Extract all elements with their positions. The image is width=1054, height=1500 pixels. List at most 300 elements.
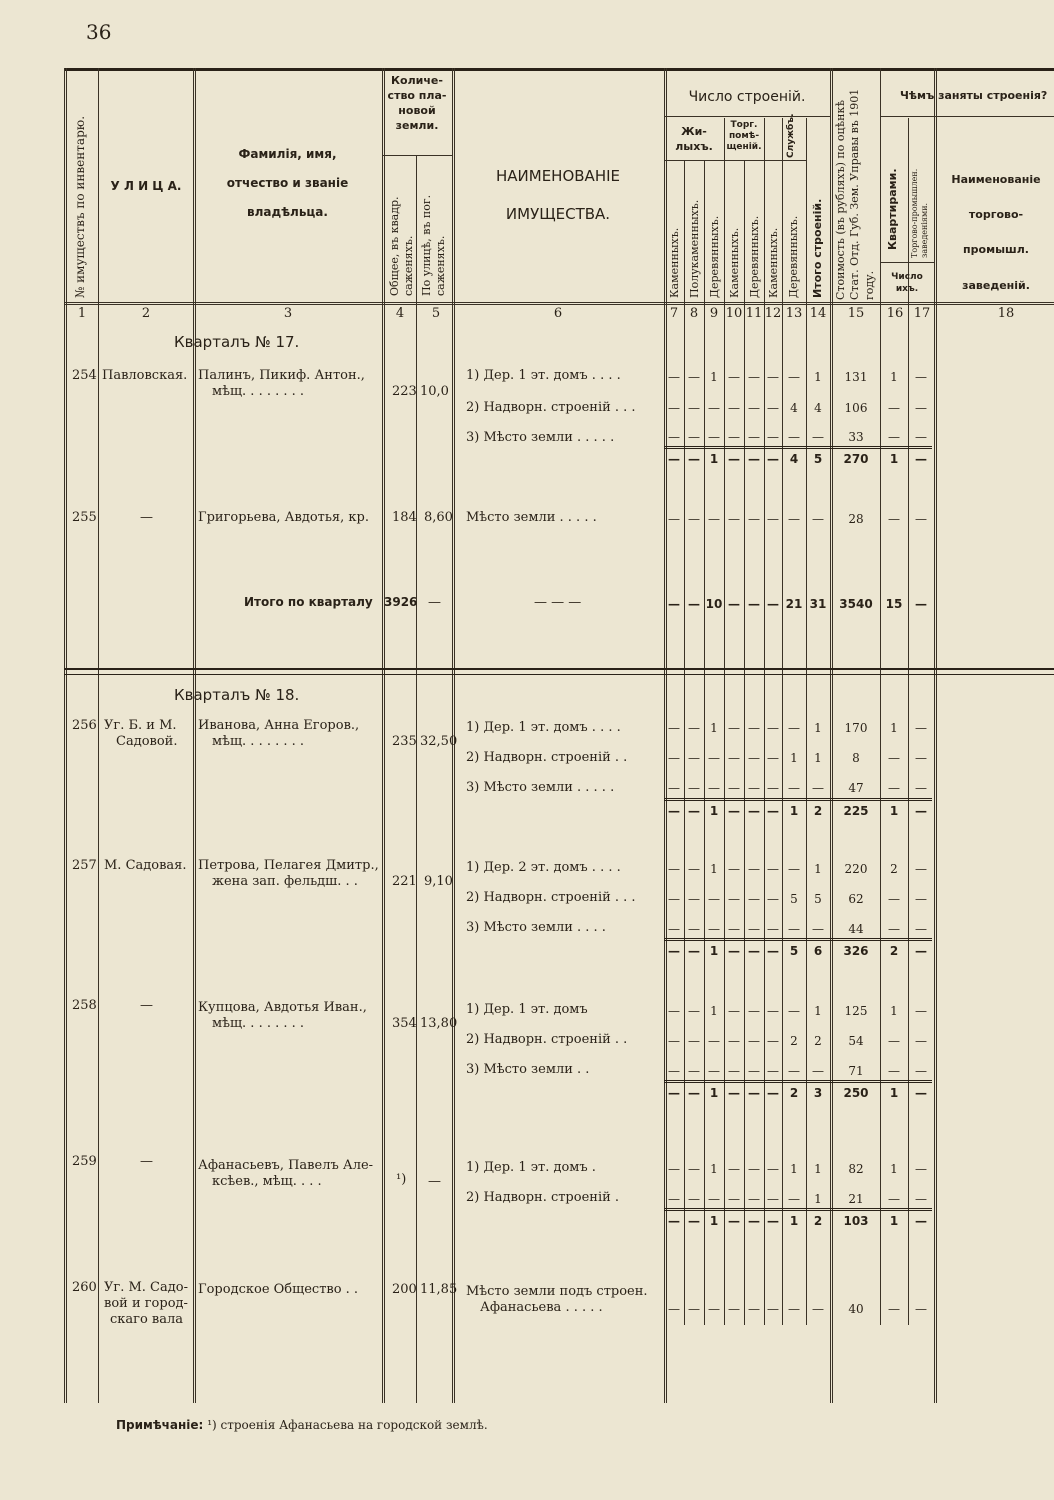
page-number: 36 [86, 20, 112, 44]
value-cell: — [748, 1034, 760, 1048]
value-cell: — [888, 512, 900, 526]
value-cell: — [915, 1086, 927, 1100]
value-cell: — [788, 721, 800, 735]
value-cell: 2 [813, 804, 823, 818]
value-cell: — [688, 1302, 700, 1316]
property-item: 1) Дер. 1 эт. домъ . . . . [466, 720, 621, 735]
value-cell: — [728, 1064, 740, 1078]
quarter-total-area: 3926 [384, 595, 418, 609]
value-cell: — [767, 1004, 779, 1018]
owner-cont: ксѣев., мѣщ. . . . [212, 1174, 322, 1189]
land-area: 221 [392, 874, 417, 889]
col-number: 8 [689, 306, 699, 321]
value-cell: 1 [710, 721, 718, 735]
value-cell: — [708, 401, 720, 415]
footnote-label: Примѣчаніе: [116, 1418, 204, 1432]
value-cell: — [728, 1034, 740, 1048]
owner: Иванова, Анна Егоров., [198, 718, 360, 733]
value-cell: — [915, 1034, 927, 1048]
quarter-separator [64, 668, 1054, 670]
value-cell: 6 [813, 944, 823, 958]
value-cell: 71 [848, 1064, 864, 1078]
value-row [664, 1064, 934, 1080]
col-rule [98, 68, 99, 1403]
value-cell: — [668, 804, 680, 818]
value-cell: — [688, 401, 700, 415]
value-cell: 1 [814, 1004, 822, 1018]
property-item: 2) Надворн. строеній . . [466, 1032, 628, 1047]
value-cell: 1 [709, 1214, 719, 1228]
header-rule [664, 116, 830, 117]
value-row [664, 1302, 934, 1318]
property-item: 3) Мѣсто земли . . . . . [466, 780, 615, 795]
value-cell: — [668, 1034, 680, 1048]
value-cell: — [748, 804, 760, 818]
value-cell: — [888, 781, 900, 795]
value-cell: — [888, 430, 900, 444]
col-number: 6 [553, 306, 563, 321]
value-row [664, 751, 934, 767]
value-cell: — [708, 1064, 720, 1078]
value-cell: — [688, 370, 700, 384]
value-cell: 1 [790, 1162, 798, 1176]
value-cell: — [888, 922, 900, 936]
row-number: 255 [72, 510, 97, 525]
header-buildings: Число строеній. [688, 89, 806, 105]
value-row [664, 781, 934, 797]
col-rule [880, 68, 881, 1325]
value-cell: — [708, 1034, 720, 1048]
value-cell: — [915, 721, 927, 735]
value-cell: — [688, 1064, 700, 1078]
value-cell: — [728, 1214, 740, 1228]
land-front: 9,10 [424, 874, 453, 889]
value-cell: — [748, 1214, 760, 1228]
value-cell: — [915, 781, 927, 795]
header-wooden: Деревянныхъ. [748, 215, 761, 298]
value-cell: — [767, 892, 779, 906]
value-cell: — [708, 512, 720, 526]
col-rule [744, 160, 745, 1325]
value-cell: — [668, 751, 680, 765]
value-cell: — [668, 922, 680, 936]
value-cell: — [748, 1192, 760, 1206]
owner-cont: мѣщ. . . . . . . . [212, 734, 305, 749]
value-cell: — [888, 1064, 900, 1078]
value-cell: — [688, 922, 700, 936]
owner-cont: мѣщ. . . . . . . . [212, 384, 305, 399]
value-cell: — [688, 1034, 700, 1048]
col-number: 11 [745, 306, 763, 321]
land-area: ¹) [396, 1172, 407, 1187]
value-cell: — [748, 944, 760, 958]
land-front: 10,0 [420, 384, 449, 399]
value-cell: — [812, 1064, 824, 1078]
value-cell: — [888, 1034, 900, 1048]
quarter-separator [64, 674, 1054, 675]
street: — [140, 510, 153, 525]
subtotal-rule [664, 1208, 932, 1211]
value-cell: — [728, 944, 740, 958]
value-cell: — [767, 512, 779, 526]
land-area: 184 [392, 510, 417, 525]
value-cell: — [748, 1064, 760, 1078]
value-cell: 21 [785, 597, 803, 611]
value-cell: — [668, 1064, 680, 1078]
value-cell: — [915, 922, 927, 936]
value-cell: 1 [710, 370, 718, 384]
land-front: 13,80 [420, 1016, 458, 1031]
header-stone: Каменныхъ. [728, 227, 741, 298]
value-cell: — [812, 512, 824, 526]
header-rule [382, 155, 452, 156]
street: М. Садовая. [104, 858, 187, 873]
value-cell: 1 [889, 1214, 899, 1228]
header-street: У Л И Ц А. [110, 179, 182, 193]
value-cell: — [728, 804, 740, 818]
value-cell: 4 [814, 401, 822, 415]
value-cell: 220 [844, 862, 868, 876]
header-owner: Фамилія, имя, отчество и званіе владѣльца. [226, 147, 349, 219]
value-cell: — [728, 892, 740, 906]
value-cell: — [888, 1192, 900, 1206]
value-cell: — [767, 1162, 779, 1176]
value-cell: — [688, 751, 700, 765]
value-cell: — [668, 781, 680, 795]
value-cell: — [915, 1004, 927, 1018]
row-number: 258 [72, 998, 97, 1013]
value-cell: — [668, 370, 680, 384]
value-cell: — [688, 452, 700, 466]
footnote-text: ¹) строенія Афанасьева на городской землѣ. [207, 1418, 488, 1432]
value-row [664, 892, 934, 908]
value-cell: 40 [848, 1302, 864, 1316]
value-cell: 1 [709, 452, 719, 466]
value-cell: 5 [814, 892, 822, 906]
value-cell: — [668, 430, 680, 444]
value-cell: 1 [889, 804, 899, 818]
value-cell: — [915, 452, 927, 466]
value-cell: 28 [848, 512, 864, 526]
subtotal-row [664, 944, 934, 960]
row-number: 259 [72, 1154, 97, 1169]
row-number: 260 [72, 1280, 97, 1295]
value-cell: — [728, 430, 740, 444]
value-cell: — [728, 370, 740, 384]
value-cell: 103 [843, 1214, 869, 1228]
col-number: 2 [141, 306, 151, 321]
value-cell: — [728, 862, 740, 876]
value-cell: — [788, 1192, 800, 1206]
street: — [140, 1154, 153, 1169]
value-cell: — [915, 1302, 927, 1316]
value-cell: — [767, 862, 779, 876]
header-value: Стоимость (въ рубляхъ) по оцѣнкѣ Стат. Отд. Губ. Зем. Управы въ 1901 году. [834, 88, 876, 300]
value-cell: — [788, 862, 800, 876]
value-cell: 1 [890, 370, 898, 384]
value-cell: — [688, 1004, 700, 1018]
value-cell: — [668, 1302, 680, 1316]
value-cell: — [915, 1192, 927, 1206]
property-item: Мѣсто земли . . . . . [466, 510, 597, 525]
value-cell: — [915, 892, 927, 906]
header-land-street: По улицѣ, въ пог. саженяхъ. [420, 194, 447, 296]
value-cell: 2 [889, 944, 899, 958]
value-cell: — [748, 781, 760, 795]
value-cell: — [728, 1004, 740, 1018]
value-cell: — [767, 751, 779, 765]
header-trade-est: Торгово-промышлен. заведеніями. [910, 168, 929, 258]
street: — [140, 998, 153, 1013]
value-cell: — [788, 781, 800, 795]
value-cell: 10 [705, 597, 723, 611]
subtotal-rule [664, 938, 932, 941]
value-cell: 5 [789, 944, 799, 958]
value-cell: 1 [710, 862, 718, 876]
value-cell: — [688, 781, 700, 795]
subtotal-row [664, 452, 934, 468]
value-cell: 1 [890, 721, 898, 735]
value-cell: 2 [814, 1034, 822, 1048]
value-cell: — [728, 1086, 740, 1100]
value-cell: 2 [890, 862, 898, 876]
value-cell: — [688, 804, 700, 818]
street: Павловская. [102, 368, 188, 383]
col-number: 12 [764, 306, 782, 321]
value-cell: — [668, 597, 680, 611]
subtotal-rule [664, 1080, 932, 1083]
value-cell: 1 [814, 1162, 822, 1176]
value-cell: — [767, 1064, 779, 1078]
value-cell: — [888, 892, 900, 906]
header-half-stone: Полукаменныхъ. [688, 199, 701, 298]
value-cell: — [767, 1192, 779, 1206]
value-cell: — [688, 721, 700, 735]
value-cell: — [748, 862, 760, 876]
header-wooden: Деревянныхъ. [708, 215, 721, 298]
header-trade: Торг. помѣ-щеній. [726, 120, 762, 152]
property-item: 1) Дер. 1 эт. домъ . [466, 1160, 596, 1175]
value-cell: — [915, 804, 927, 818]
value-cell: — [688, 512, 700, 526]
quarter-total-front: — [428, 595, 441, 610]
value-cell: — [812, 781, 824, 795]
value-cell: — [688, 1214, 700, 1228]
value-cell: — [708, 1302, 720, 1316]
value-cell: — [788, 430, 800, 444]
value-row [664, 922, 934, 938]
street: Уг. М. Садо- [104, 1280, 188, 1295]
value-cell: — [888, 751, 900, 765]
value-cell: 2 [790, 1034, 798, 1048]
col-number: 18 [997, 306, 1015, 321]
value-cell: — [788, 370, 800, 384]
header-rule [880, 116, 1054, 117]
owner: Афанасьевъ, Павелъ Але- [198, 1158, 374, 1173]
value-cell: — [728, 1302, 740, 1316]
value-cell: 3540 [839, 597, 873, 611]
value-cell: 21 [848, 1192, 864, 1206]
value-row [664, 370, 934, 386]
value-cell: — [767, 1214, 779, 1228]
value-cell: 1 [814, 1192, 822, 1206]
value-cell: — [788, 1004, 800, 1018]
owner: Городское Общество . . [198, 1282, 359, 1297]
value-cell: — [748, 452, 760, 466]
value-cell: 131 [844, 370, 868, 384]
property-item: 1) Дер. 1 эт. домъ [466, 1002, 588, 1017]
value-cell: 54 [848, 1034, 864, 1048]
value-cell: — [767, 370, 779, 384]
value-cell: — [708, 751, 720, 765]
value-cell: 44 [848, 922, 864, 936]
subtotal-row [664, 1214, 934, 1230]
subtotal-rule [664, 446, 932, 449]
col-number: 9 [709, 306, 719, 321]
value-cell: 326 [843, 944, 869, 958]
col-rule [382, 68, 385, 1403]
value-cell: — [888, 1302, 900, 1316]
value-cell: — [767, 781, 779, 795]
value-cell: 5 [813, 452, 823, 466]
property-item: 2) Надворн. строеній . [466, 1190, 620, 1205]
value-cell: 33 [848, 430, 864, 444]
value-cell: — [688, 892, 700, 906]
subtotal-rule [664, 798, 932, 801]
value-cell: 1 [710, 1004, 718, 1018]
value-cell: — [668, 721, 680, 735]
value-cell: — [668, 862, 680, 876]
value-cell: 1 [709, 944, 719, 958]
header-land-total: Общее, въ квадр. саженяхъ. [388, 196, 415, 296]
value-cell: — [728, 721, 740, 735]
col-rule [193, 68, 196, 1403]
value-cell: — [788, 1302, 800, 1316]
value-cell: — [728, 452, 740, 466]
value-cell: — [767, 922, 779, 936]
value-cell: — [688, 1192, 700, 1206]
value-cell: — [668, 1214, 680, 1228]
value-cell: — [668, 944, 680, 958]
value-cell: — [728, 401, 740, 415]
value-row [664, 430, 934, 446]
property-item: 1) Дер. 1 эт. домъ . . . . [466, 368, 621, 383]
land-area: 354 [392, 1016, 417, 1031]
value-cell: — [767, 597, 779, 611]
value-cell: — [767, 1034, 779, 1048]
value-cell: — [788, 512, 800, 526]
value-cell: 1 [889, 452, 899, 466]
owner-cont: мѣщ. . . . . . . . [212, 1016, 305, 1031]
quarter-total-label: Итого по кварталу [244, 595, 373, 609]
value-cell: 8 [852, 751, 860, 765]
value-cell: — [812, 1302, 824, 1316]
value-cell: — [748, 721, 760, 735]
col-rule [684, 160, 685, 1325]
quarter-total-row [664, 597, 934, 613]
property-item: Мѣсто земли подъ строен. [466, 1284, 648, 1299]
value-cell: 1 [890, 1004, 898, 1018]
value-cell: 82 [848, 1162, 864, 1176]
value-cell: — [915, 751, 927, 765]
header-count: Число ихъ. [891, 272, 923, 294]
value-cell: — [748, 370, 760, 384]
value-cell: — [688, 1162, 700, 1176]
value-cell: 2 [789, 1086, 799, 1100]
row-number: 257 [72, 858, 97, 873]
value-cell: — [708, 892, 720, 906]
header-stone: Каменныхъ. [767, 227, 780, 298]
value-cell: — [915, 401, 927, 415]
col-rule [704, 160, 705, 1325]
value-cell: — [688, 944, 700, 958]
property-item: 1) Дер. 2 эт. домъ . . . . [466, 860, 621, 875]
value-cell: 4 [790, 401, 798, 415]
value-cell: — [812, 430, 824, 444]
header-total-buildings: Итого строеній. [811, 198, 824, 298]
value-cell: — [748, 751, 760, 765]
value-cell: — [668, 452, 680, 466]
value-cell: 1 [814, 721, 822, 735]
value-cell: 3 [813, 1086, 823, 1100]
value-cell: — [888, 401, 900, 415]
table-top-border [64, 68, 1054, 71]
value-row [664, 721, 934, 737]
row-number: 256 [72, 718, 97, 733]
street-cont: скаго вала [110, 1312, 184, 1327]
header-inv-no: № имуществъ по инвентарю. [73, 115, 87, 298]
header-residential: Жи-лыхъ. [675, 125, 713, 154]
subtotal-row [664, 804, 934, 820]
value-cell: 125 [844, 1004, 868, 1018]
header-wooden: Деревянныхъ. [787, 215, 800, 298]
value-cell: — [688, 862, 700, 876]
value-cell: — [748, 1086, 760, 1100]
value-cell: — [915, 1214, 927, 1228]
value-cell: — [708, 781, 720, 795]
quarter-title: Кварталъ № 17. [174, 333, 300, 351]
col-number: 17 [913, 306, 931, 321]
header-occupied: Чѣмъ заняты строенія? [900, 89, 1048, 102]
value-cell: — [915, 944, 927, 958]
value-cell: 1 [814, 751, 822, 765]
value-cell: — [767, 401, 779, 415]
col-number: 13 [785, 306, 803, 321]
value-cell: 31 [809, 597, 827, 611]
property-item: 2) Надворн. строеній . . . [466, 400, 636, 415]
col-rule [416, 155, 417, 1403]
value-cell: 1 [814, 370, 822, 384]
land-front: 32,50 [420, 734, 458, 749]
value-row [664, 1162, 934, 1178]
value-cell: — [668, 1004, 680, 1018]
value-cell: 1 [814, 862, 822, 876]
value-cell: 250 [843, 1086, 869, 1100]
value-row [664, 1192, 934, 1208]
value-cell: — [668, 1162, 680, 1176]
value-cell: 1 [790, 751, 798, 765]
value-cell: 1 [890, 1162, 898, 1176]
value-cell: 1 [709, 804, 719, 818]
owner-cont: жена зап. фельдш. . . [212, 874, 358, 889]
value-cell: — [668, 1192, 680, 1206]
value-cell: 62 [848, 892, 864, 906]
value-cell: — [688, 597, 700, 611]
value-cell: — [767, 944, 779, 958]
value-cell: — [767, 721, 779, 735]
col-number: 15 [847, 306, 865, 321]
col-number: 10 [725, 306, 743, 321]
